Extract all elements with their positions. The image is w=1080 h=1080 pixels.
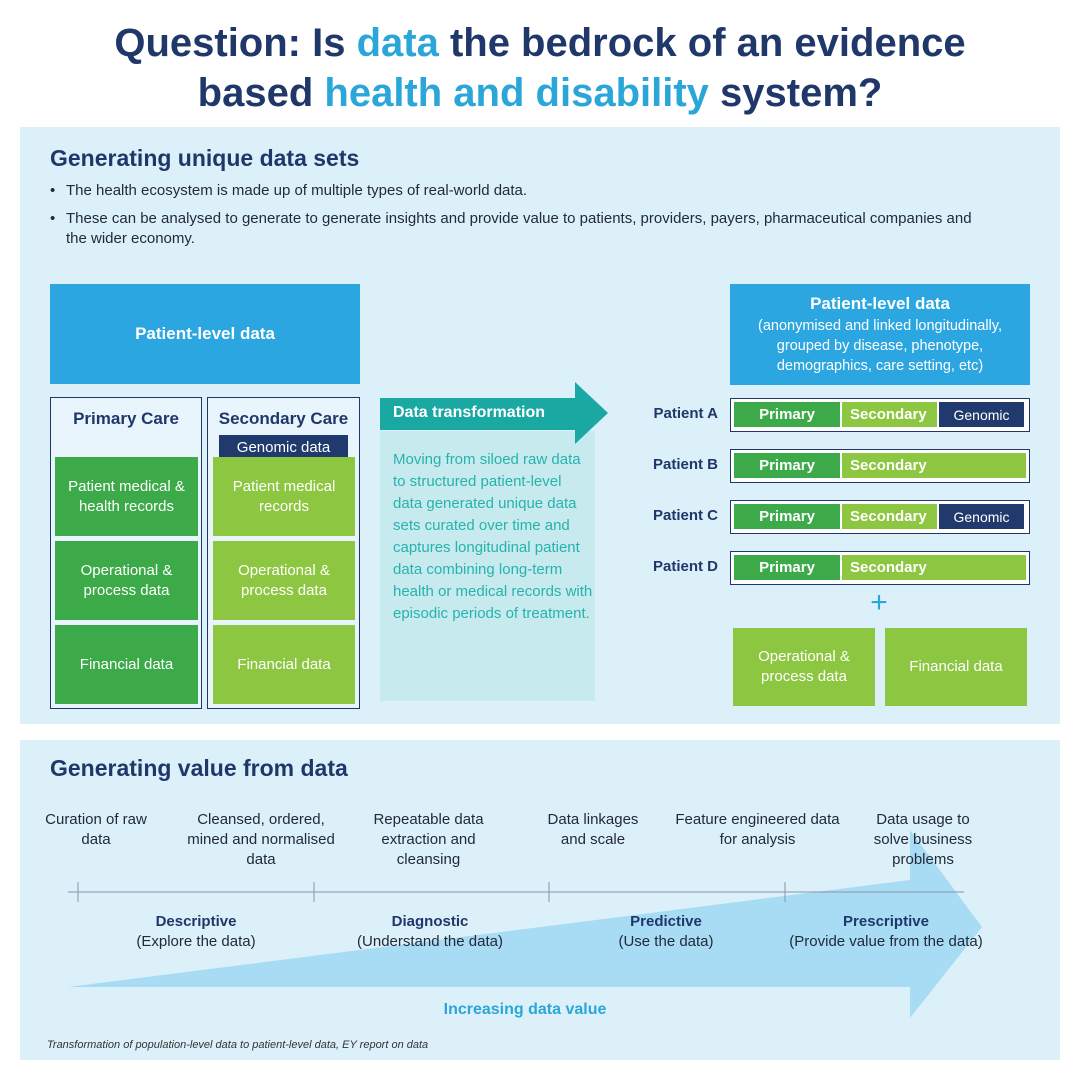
bullet-item: • The health ecosystem is made up of multiple types of real-world data. (50, 181, 990, 201)
left-patient-level-header: Patient-level data (50, 284, 360, 384)
section-heading-value: Generating value from data (50, 755, 348, 781)
secondary-financial-data: Financial data (213, 625, 355, 704)
title-line-2: based health and disability system? (197, 71, 883, 115)
plus-icon: + (870, 586, 888, 619)
right-patient-level-header (730, 284, 1030, 385)
right-header-subtitle: (anonymised and linked longitudinally, grouped by disease, phenotype, demographics, care setting, etc) (758, 317, 1002, 374)
primary-segment: Primary (734, 555, 840, 580)
right-financial-data: Financial data (885, 628, 1027, 706)
patient-bar (730, 449, 1030, 483)
patient-label: Patient D (652, 558, 718, 575)
secondary-operational-data: Operational & process data (213, 541, 355, 620)
step-label: Repeatable data extraction and cleansing (373, 811, 484, 868)
step-label: Curation of raw data (45, 811, 147, 848)
transformation-description: Moving from siloed raw data to structured patient-level data generated unique data sets curated over time and captures longitudinal patient data combining long-term health or medical records with episodic periods of treatment. (393, 451, 593, 622)
stage-diagnostic: Diagnostic (Understand the data) (357, 913, 503, 950)
bullet-list (50, 181, 990, 257)
secondary-care-title: Secondary Care (218, 409, 349, 428)
secondary-segment: Secondary (842, 504, 937, 529)
step-label: Feature engineered data for analysis (675, 811, 840, 848)
increasing-data-value-label: Increasing data value (443, 1001, 607, 1018)
right-header-title: Patient-level data (810, 293, 950, 313)
primary-operational-data: Operational & process data (55, 541, 198, 620)
primary-segment: Primary (734, 402, 840, 427)
genomic-data-tag: Genomic data (219, 435, 348, 461)
bullet-item: • These can be analysed to generate to generate insights and provide value to patients, providers, payers, pharmaceutical companies and the wider economy. (50, 209, 990, 249)
patient-label: Patient C (652, 507, 718, 524)
section-heading-data-sets: Generating unique data sets (50, 145, 360, 171)
genomic-segment: Genomic (939, 402, 1024, 427)
primary-care-title: Primary Care (73, 409, 179, 428)
footnote-source: Transformation of population-level data to patient-level data, EY report on data (47, 1039, 429, 1051)
step-label: Cleansed, ordered, mined and normalised data (187, 811, 335, 868)
right-operational-data: Operational & process data (733, 628, 875, 706)
stage-predictive: Predictive (Use the data) (618, 913, 714, 950)
secondary-segment: Secondary (842, 555, 1026, 580)
genomic-segment: Genomic (939, 504, 1024, 529)
secondary-segment: Secondary (842, 453, 1026, 478)
timeline-axis (60, 880, 970, 904)
primary-segment: Primary (734, 504, 840, 529)
data-transformation-label: Data transformation (393, 404, 546, 421)
patient-label: Patient B (652, 456, 718, 473)
stage-prescriptive: Prescriptive (Provide value from the data) (789, 913, 983, 950)
page-title (0, 18, 1080, 118)
step-label: Data linkages and scale (547, 811, 639, 848)
secondary-segment: Secondary (842, 402, 937, 427)
stage-descriptive: Descriptive (Explore the data) (136, 913, 256, 950)
patient-bar (730, 500, 1030, 534)
step-label: Data usage to solve business problems (873, 811, 973, 868)
title-line-1: Question: Is data the bedrock of an evidence (114, 21, 966, 65)
patient-bar (730, 551, 1030, 585)
patient-label: Patient A (653, 405, 718, 422)
primary-financial-data: Financial data (55, 625, 198, 704)
patient-bar (730, 398, 1030, 432)
secondary-medical-records: Patient medical records (213, 457, 355, 536)
primary-medical-records: Patient medical & health records (55, 457, 198, 536)
primary-segment: Primary (734, 453, 840, 478)
